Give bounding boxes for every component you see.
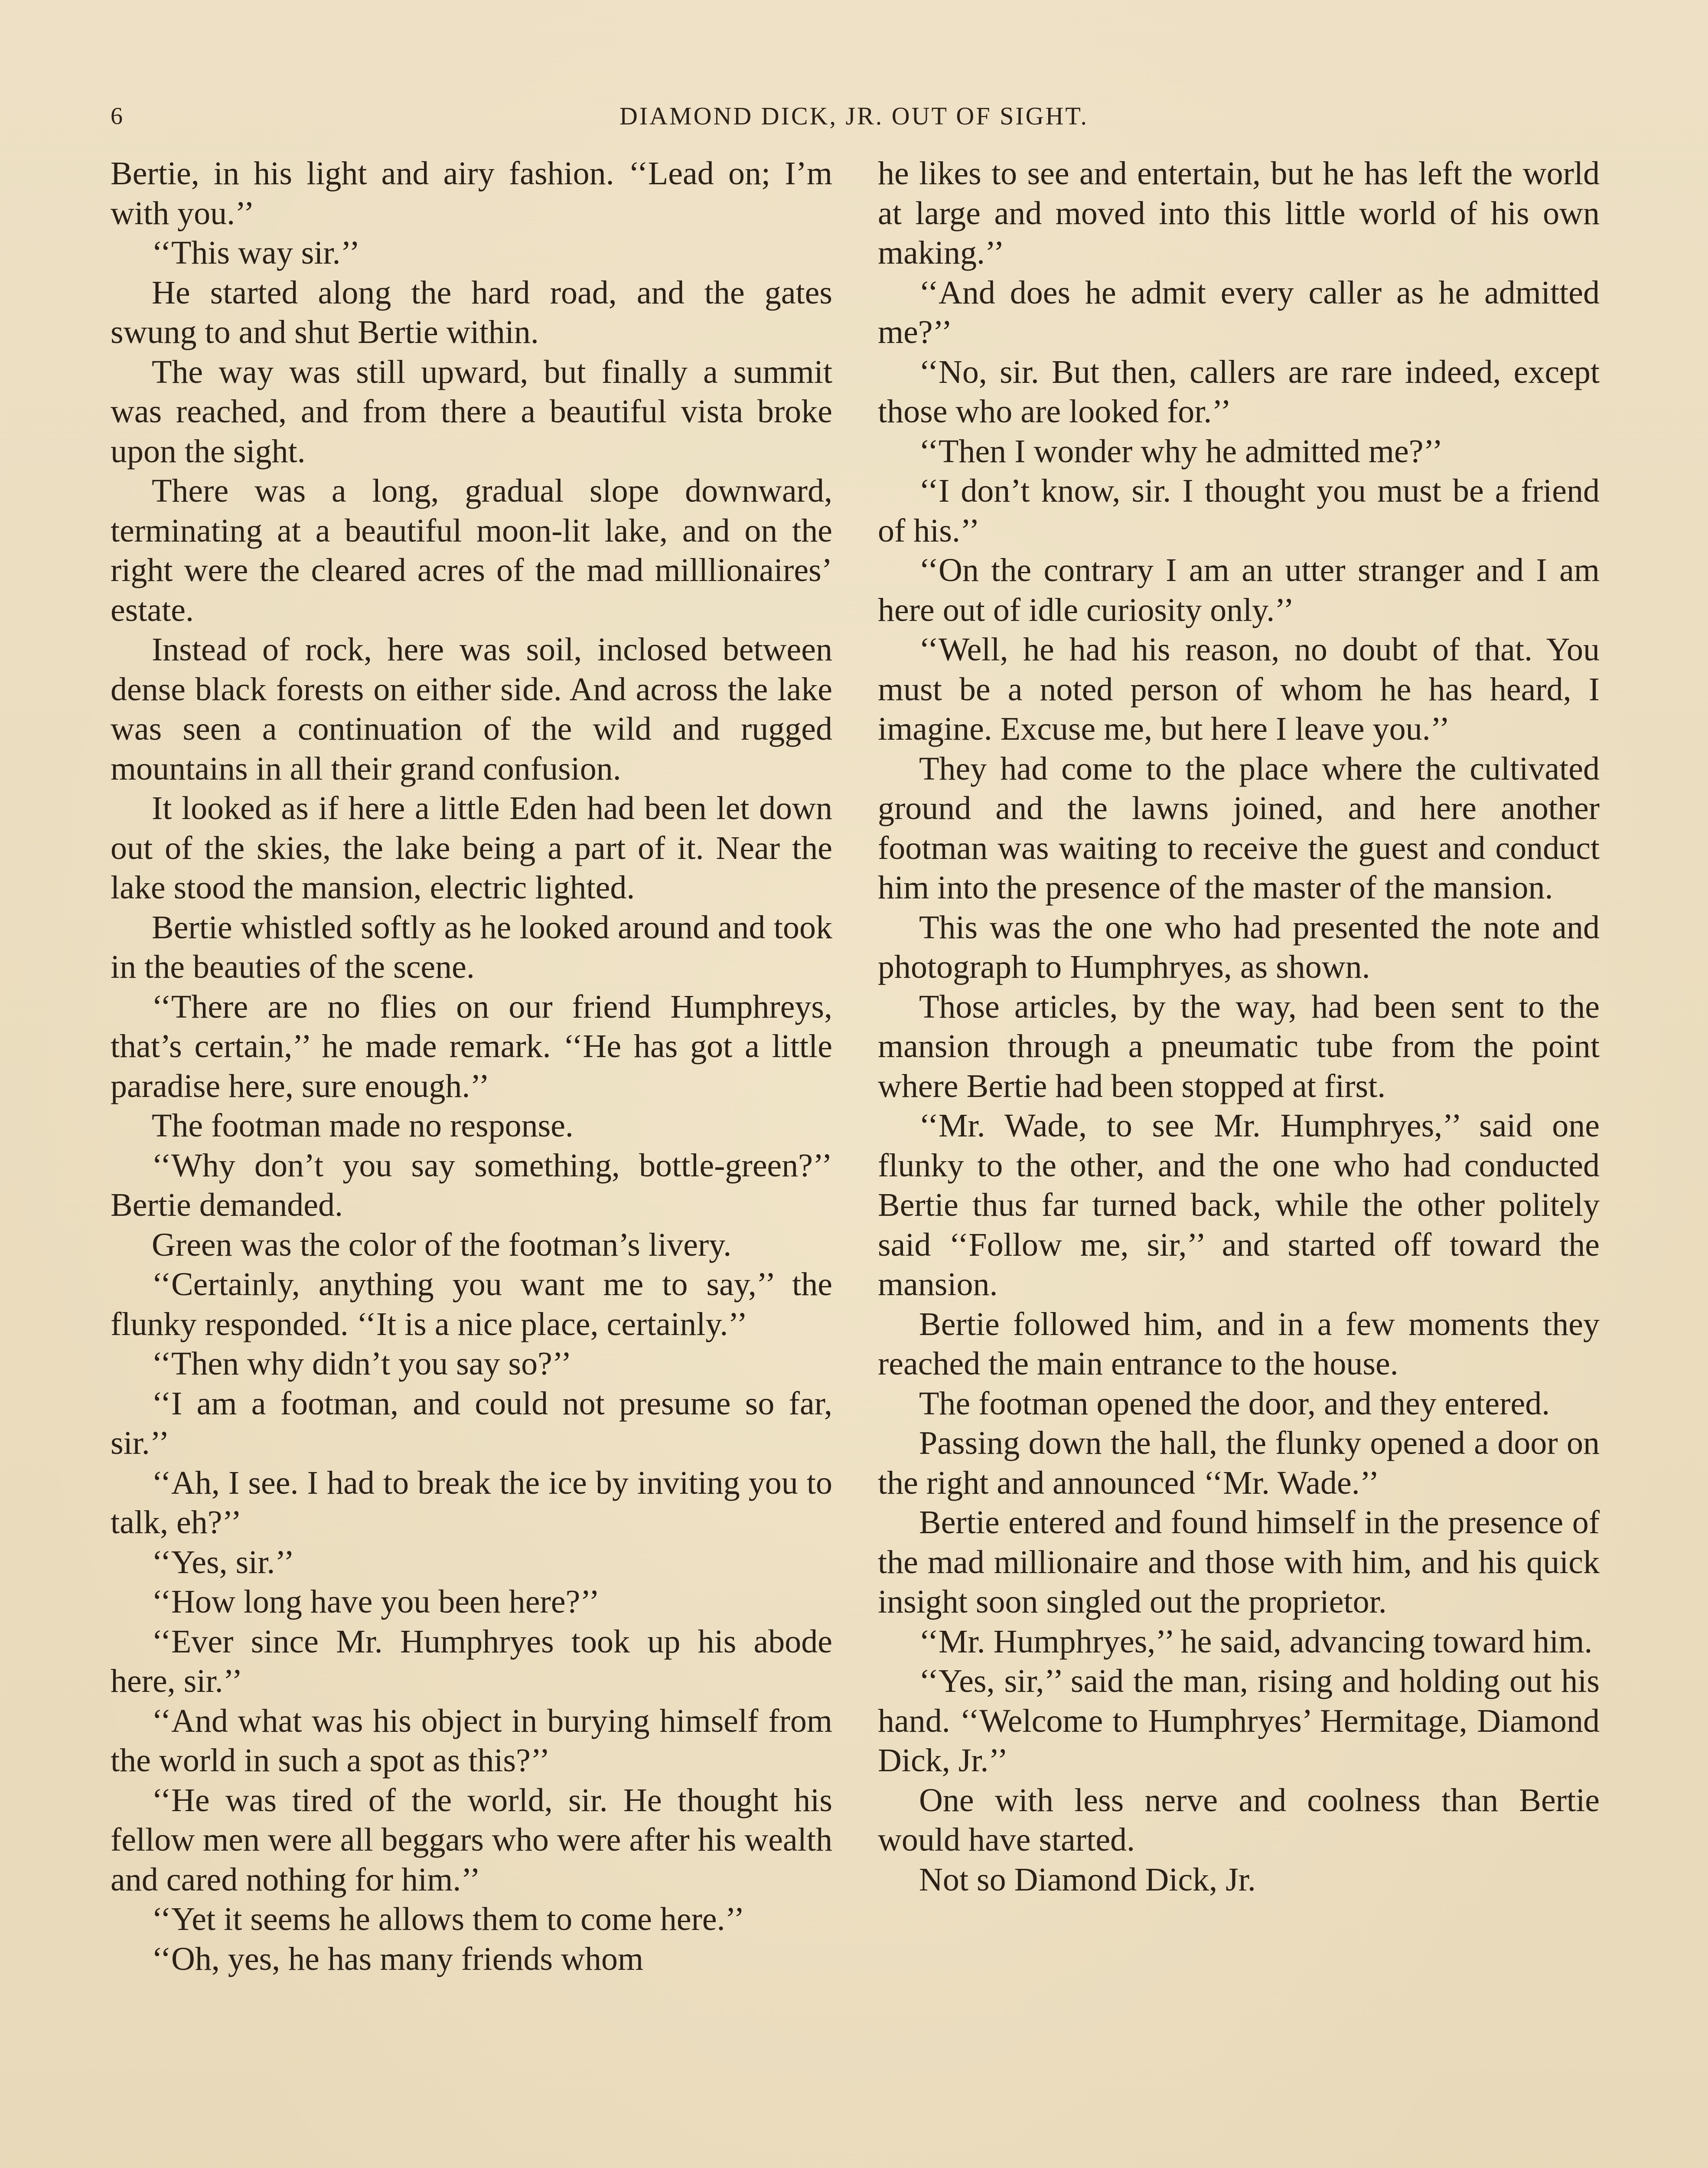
paragraph: Those articles, by the way, had been sent to the mansion through a pneumatic tube from the point where Bertie had been stopped at first. bbox=[878, 988, 1600, 1104]
paragraph: One with less nerve and coolness than Bertie would have started. bbox=[878, 1782, 1600, 1858]
paragraph: Bertie followed him, and in a few moments they reached the main entrance to the house. bbox=[878, 1306, 1600, 1382]
paragraph: ‘‘Then I wonder why he admitted me?’’ bbox=[919, 433, 1443, 470]
paragraph: ‘‘And what was his object in burying himself from the world in such a spot as this?’’ bbox=[111, 1702, 832, 1779]
paragraph: ‘‘On the contrary I am an utter stranger and I am here out of idle curiosity only.’’ bbox=[878, 552, 1600, 628]
paragraph: ‘‘Then why didn’t you say so?’’ bbox=[152, 1345, 572, 1382]
paragraph: ‘‘Well, he had his reason, no doubt of that. You must be a noted person of whom he has heard, I imagine. Excuse me, but here I leave you.’’ bbox=[878, 631, 1600, 747]
page-number: 6 bbox=[111, 103, 123, 130]
paragraph: he likes to see and entertain, but he has left the world at large and moved into this little world of his own making.’’ bbox=[878, 155, 1600, 271]
paragraph: ‘‘Yes, sir.’’ bbox=[152, 1544, 295, 1580]
left-column bbox=[111, 154, 832, 1979]
paragraph: The footman made no response. bbox=[152, 1107, 574, 1144]
paragraph: Green was the color of the footman’s livery. bbox=[152, 1226, 732, 1263]
paragraph: They had come to the place where the cultivated ground and the lawns joined, and here another footman was waiting to receive the guest and conduct him into the presence of the master of the mansion. bbox=[878, 750, 1600, 906]
paragraph: Bertie, in his light and airy fashion. ‘‘Lead on; I’m with you.’’ bbox=[111, 155, 832, 232]
paragraph: ‘‘I don’t know, sir. I thought you must be a friend of his.’’ bbox=[878, 473, 1600, 549]
paragraph: ‘‘Ever since Mr. Humphryes took up his abode here, sir.’’ bbox=[111, 1623, 832, 1699]
paragraph: Bertie entered and found himself in the presence of the mad millionaire and those with him, and his quick insight soon singled out the proprietor. bbox=[878, 1504, 1600, 1620]
paragraph: ‘‘Certainly, anything you want me to say,’’ the flunky responded. ‘‘It is a nice place, certainly.’’ bbox=[111, 1266, 832, 1342]
paragraph: ‘‘He was tired of the world, sir. He thought his fellow men were all beggars who were after his wealth and cared nothing for him.’’ bbox=[111, 1782, 832, 1898]
paragraph: Bertie whistled softly as he looked around and took in the beauties of the scene. bbox=[111, 909, 832, 985]
paragraph: ‘‘Yes, sir,’’ said the man, rising and holding out his hand. ‘‘Welcome to Humphryes’ Hermitage, Diamond Dick, Jr.’’ bbox=[878, 1663, 1600, 1779]
running-title: DIAMOND DICK, JR. OUT OF SIGHT. bbox=[619, 102, 1089, 130]
paragraph: Passing down the hall, the flunky opened a door on the right and announced ‘‘Mr. Wade.’’ bbox=[878, 1425, 1600, 1501]
paragraph: ‘‘This way sir.’’ bbox=[152, 235, 360, 271]
paragraph: There was a long, gradual slope downward, terminating at a beautiful moon-lit lake, and on the right were the cleared acres of the mad milllionaires’ estate. bbox=[111, 473, 832, 628]
paragraph: ‘‘No, sir. But then, callers are rare indeed, except those who are looked for.’’ bbox=[878, 353, 1600, 430]
right-column bbox=[878, 154, 1600, 1900]
paragraph: ‘‘Ah, I see. I had to break the ice by inviting you to talk, eh?’’ bbox=[111, 1464, 832, 1541]
paragraph: ‘‘How long have you been here?’’ bbox=[152, 1584, 600, 1620]
paragraph: Not so Diamond Dick, Jr. bbox=[919, 1861, 1256, 1898]
paragraph: ‘‘I am a footman, and could not presume so far, sir.’’ bbox=[111, 1385, 832, 1461]
paragraph: ‘‘And does he admit every caller as he admitted me?’’ bbox=[878, 274, 1600, 350]
paragraph: ‘‘Why don’t you say something, bottle-green?’’ Bertie demanded. bbox=[111, 1147, 832, 1223]
paragraph: It looked as if here a little Eden had been let down out of the skies, the lake being a part of it. Near the lake stood the mansion, electric lighted. bbox=[111, 790, 832, 906]
paragraph: ‘‘Oh, yes, he has many friends whom bbox=[152, 1940, 644, 1977]
page-header bbox=[111, 99, 1597, 134]
paragraph: ‘‘There are no flies on our friend Humphreys, that’s certain,’’ he made remark. ‘‘He has got a little paradise here, sure enough.’’ bbox=[111, 988, 832, 1104]
paragraph: ‘‘Yet it seems he allows them to come here.’’ bbox=[152, 1901, 745, 1937]
paragraph: ‘‘Mr. Humphryes,’’ he said, advancing toward him. bbox=[919, 1623, 1593, 1660]
paragraph: The footman opened the door, and they entered. bbox=[919, 1385, 1550, 1422]
paragraph: This was the one who had presented the note and photograph to Humphryes, as shown. bbox=[878, 909, 1600, 985]
paragraph: Instead of rock, here was soil, inclosed between dense black forests on either side. And across the lake was seen a continuation of the wild and rugged mountains in all their grand confusion. bbox=[111, 631, 832, 787]
paragraph: He started along the hard road, and the gates swung to and shut Bertie within. bbox=[111, 274, 832, 350]
paragraph: ‘‘Mr. Wade, to see Mr. Humphryes,’’ said one flunky to the other, and the one who had conducted Bertie thus far turned back, while the other politely said ‘‘Follow me, sir,’’ and started off toward the mansion. bbox=[878, 1107, 1600, 1303]
paragraph: The way was still upward, but finally a summit was reached, and from there a beautiful vista broke upon the sight. bbox=[111, 353, 832, 470]
